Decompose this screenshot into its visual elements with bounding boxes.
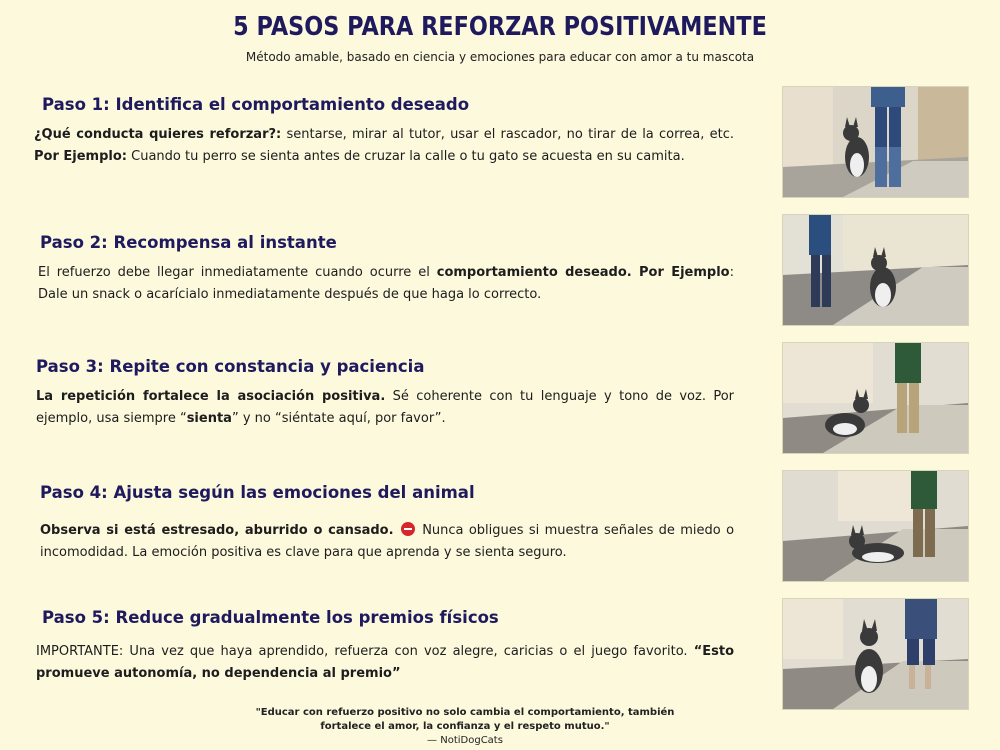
step-3 — [34, 357, 734, 430]
step-3-text — [36, 386, 734, 430]
step-5-photo — [782, 598, 969, 710]
step-5-bold: “Esto promueve autonomía, no dependencia al premio” — [36, 644, 734, 681]
page-title: 5 PASOS PARA REFORZAR POSITIVAMENTE — [233, 12, 767, 42]
step-1-text-a: sentarse, mirar al tutor, usar el rascador, no tirar de la correa, etc. — [281, 127, 734, 142]
step-5 — [34, 608, 734, 685]
step-3-text-b: ” y no “siéntate aquí, por favor”. — [231, 411, 446, 426]
step-5-text-a: IMPORTANTE: Una vez que haya aprendido, refuerza con voz alegre, caricias o el juego favorito. — [36, 644, 694, 659]
quote-text: "Educar con refuerzo positivo no solo cambia el comportamiento, también fortalece el amor, la confianza y el respeto mutuo." — [255, 707, 675, 732]
step-1-text — [34, 124, 734, 168]
step-2-photo — [782, 214, 969, 326]
step-2-text-b: : Dale un snack o acarícialo inmediatamente después de que haga lo correcto. — [38, 265, 734, 302]
step-1-bold-example: Por Ejemplo: — [34, 149, 127, 164]
step-2-text-a: El refuerzo debe llegar inmediatamente cuando ocurre el — [38, 265, 437, 280]
step-3-bold: La repetición fortalece la asociación positiva. — [36, 389, 386, 404]
no-entry-icon — [401, 522, 415, 536]
step-5-heading: Paso 5: Reduce gradualmente los premios físicos — [42, 608, 499, 627]
step-4-text — [40, 520, 734, 564]
step-1-text-b: Cuando tu perro se sienta antes de cruzar la calle o tu gato se acuesta en su camita. — [127, 149, 685, 164]
step-4-bold: Observa si está estresado, aburrido o cansado. — [40, 523, 394, 538]
step-2-heading: Paso 2: Recompensa al instante — [40, 233, 337, 252]
step-1 — [34, 95, 734, 168]
step-4 — [34, 483, 734, 564]
step-2-bold: comportamiento deseado. Por Ejemplo — [436, 265, 730, 280]
step-4-heading: Paso 4: Ajusta según las emociones del animal — [40, 483, 475, 502]
step-2-text — [38, 262, 734, 306]
step-5-text — [36, 641, 734, 685]
step-1-heading: Paso 1: Identifica el comportamiento deseado — [42, 95, 470, 114]
step-3-heading: Paso 3: Repite con constancia y paciencia — [36, 357, 425, 376]
step-1-photo — [782, 86, 969, 198]
step-2 — [34, 233, 734, 306]
step-3-bold-word: sienta — [186, 411, 232, 426]
step-3-text-a: Sé coherente con tu lenguaje y tono de voz. Por ejemplo, usa siempre “ — [36, 389, 734, 426]
quote-author: — NotiDogCats — [427, 735, 503, 746]
page-subtitle: Método amable, basado en ciencia y emociones para educar con amor a tu mascota — [245, 50, 755, 64]
step-1-bold-question: ¿Qué conducta quieres reforzar?: — [34, 127, 282, 142]
step-4-photo — [782, 470, 969, 582]
footer-quote — [230, 706, 700, 748]
step-4-text-a: Nunca obligues si muestra señales de miedo o incomodidad. La emoción positiva es clave para que aprenda y se sienta seguro. — [40, 523, 735, 560]
step-3-photo — [782, 342, 969, 454]
